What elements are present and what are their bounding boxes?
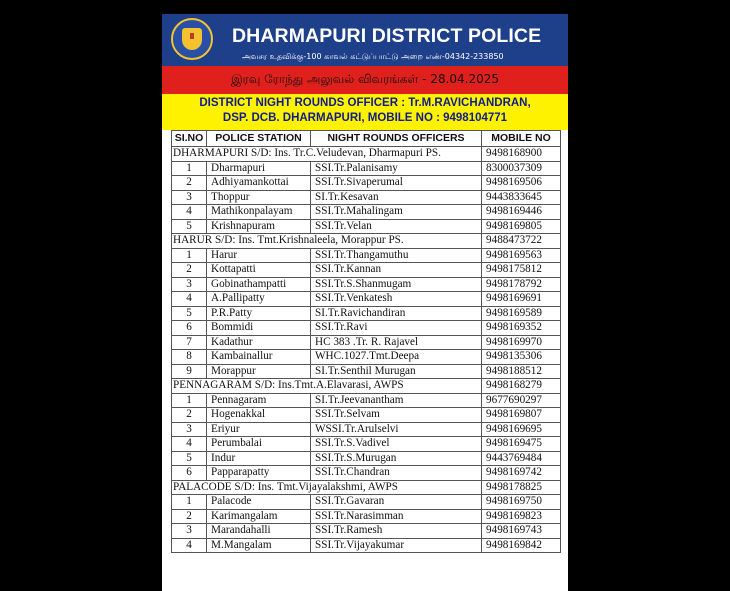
row-police-station: Morappur: [207, 364, 311, 379]
row-officer: SSI.Tr.Kannan: [311, 263, 482, 278]
table-row: [172, 364, 561, 379]
row-mobile: 9498169352: [482, 321, 561, 336]
section-row: [172, 147, 561, 162]
table-row: [172, 277, 561, 292]
row-police-station: Eriyur: [207, 422, 311, 437]
row-officer: SSI.Tr.S.Shanmugam: [311, 277, 482, 292]
row-mobile: 9498169805: [482, 219, 561, 234]
row-mobile: 9443769484: [482, 451, 561, 466]
row-mobile: 9498169475: [482, 437, 561, 452]
section-officer: DHARMAPURI S/D: Ins. Tr.C.Veludevan, Dharmapuri PS.: [172, 147, 482, 162]
row-police-station: P.R.Patty: [207, 306, 311, 321]
column-header-police-station: POLICE STATION: [207, 131, 311, 147]
report-date-banner: [162, 66, 568, 94]
row-police-station: Pennagaram: [207, 393, 311, 408]
table-row: [172, 292, 561, 307]
table-row: [172, 451, 561, 466]
row-police-station: Gobinathampatti: [207, 277, 311, 292]
row-mobile: 9498135306: [482, 350, 561, 365]
section-officer: PALACODE S/D: Ins. Tmt.Vijayalakshmi, AWPS: [172, 480, 482, 495]
row-sl-no: 2: [172, 263, 207, 278]
row-mobile: 9498169743: [482, 524, 561, 539]
row-mobile: 9498169695: [482, 422, 561, 437]
row-officer: SSI.Tr.Sivaperumal: [311, 176, 482, 191]
table-body: [172, 147, 561, 553]
row-mobile: 9498175812: [482, 263, 561, 278]
row-officer: SSI.Tr.Palanisamy: [311, 161, 482, 176]
table-row: [172, 176, 561, 191]
section-officer: PENNAGARAM S/D: Ins.Tmt.A.Elavarasi, AWPS: [172, 379, 482, 394]
header-banner: [162, 14, 568, 66]
row-officer: SI.Tr.Ravichandiran: [311, 306, 482, 321]
section-row: [172, 480, 561, 495]
row-police-station: Krishnapuram: [207, 219, 311, 234]
row-mobile: 8300037309: [482, 161, 561, 176]
row-sl-no: 5: [172, 451, 207, 466]
row-officer: SI.Tr.Kesavan: [311, 190, 482, 205]
row-sl-no: 4: [172, 437, 207, 452]
row-officer: SSI.Tr.Gavaran: [311, 495, 482, 510]
row-police-station: Perumbalai: [207, 437, 311, 452]
table-row: [172, 393, 561, 408]
row-mobile: 9498169563: [482, 248, 561, 263]
row-sl-no: 9: [172, 364, 207, 379]
row-officer: SSI.Tr.Selvam: [311, 408, 482, 423]
row-sl-no: 5: [172, 219, 207, 234]
row-sl-no: 1: [172, 495, 207, 510]
row-officer: SSI.Tr.Narasimman: [311, 509, 482, 524]
table-row: [172, 306, 561, 321]
table-row: [172, 321, 561, 336]
document-page: [162, 14, 568, 591]
row-officer: SSI.Tr.Venkatesh: [311, 292, 482, 307]
row-officer: HC 383 .Tr. R. Rajavel: [311, 335, 482, 350]
row-officer: SSI.Tr.Ravi: [311, 321, 482, 336]
row-police-station: Kadathur: [207, 335, 311, 350]
row-sl-no: 8: [172, 350, 207, 365]
row-sl-no: 7: [172, 335, 207, 350]
table-row: [172, 466, 561, 481]
row-officer: SSI.Tr.Chandran: [311, 466, 482, 481]
row-sl-no: 2: [172, 509, 207, 524]
row-police-station: Kambainallur: [207, 350, 311, 365]
row-police-station: M.Mangalam: [207, 538, 311, 553]
section-mobile: 9498168900: [482, 147, 561, 162]
table-row: [172, 538, 561, 553]
row-sl-no: 5: [172, 306, 207, 321]
report-date-text: இரவு ரோந்து அலுவல் விவரங்கள் - 28.04.2025: [230, 72, 500, 86]
section-officer: HARUR S/D: Ins. Tmt.Krishnaleela, Morappur PS.: [172, 234, 482, 249]
row-police-station: Bommidi: [207, 321, 311, 336]
row-mobile: 9498188512: [482, 364, 561, 379]
table-row: [172, 190, 561, 205]
row-police-station: Marandahalli: [207, 524, 311, 539]
row-sl-no: 4: [172, 205, 207, 220]
row-sl-no: 6: [172, 466, 207, 481]
police-emblem-logo: [171, 18, 213, 60]
table-row: [172, 263, 561, 278]
row-mobile: 9498178792: [482, 277, 561, 292]
row-officer: SI.Tr.Jeevanantham: [311, 393, 482, 408]
row-mobile: 9498169506: [482, 176, 561, 191]
row-mobile: 9443833645: [482, 190, 561, 205]
row-police-station: Palacode: [207, 495, 311, 510]
section-mobile: 9498178825: [482, 480, 561, 495]
row-officer: SSI.Tr.Mahalingam: [311, 205, 482, 220]
row-sl-no: 1: [172, 161, 207, 176]
section-row: [172, 234, 561, 249]
row-police-station: Mathikonpalayam: [207, 205, 311, 220]
page-title: DHARMAPURI DISTRICT POLICE: [232, 25, 542, 47]
row-officer: WSSI.Tr.Arulselvi: [311, 422, 482, 437]
row-sl-no: 4: [172, 538, 207, 553]
row-sl-no: 3: [172, 190, 207, 205]
row-police-station: Hogenakkal: [207, 408, 311, 423]
column-header-sl-no: SI.NO: [172, 131, 207, 147]
row-sl-no: 3: [172, 422, 207, 437]
row-mobile: 9498169807: [482, 408, 561, 423]
table-row: [172, 335, 561, 350]
table-row: [172, 437, 561, 452]
row-sl-no: 6: [172, 321, 207, 336]
section-mobile: 9488473722: [482, 234, 561, 249]
row-mobile: 9498169446: [482, 205, 561, 220]
row-officer: WHC.1027.Tmt.Deepa: [311, 350, 482, 365]
row-officer: SSI.Tr.Vijayakumar: [311, 538, 482, 553]
table-header-row: [172, 131, 561, 147]
row-officer: SSI.Tr.Thangamuthu: [311, 248, 482, 263]
night-rounds-table: [171, 130, 561, 553]
row-police-station: Dharmapuri: [207, 161, 311, 176]
row-officer: SSI.Tr.Ramesh: [311, 524, 482, 539]
row-police-station: Thoppur: [207, 190, 311, 205]
emergency-contact-line: அவசர உதவிக்கு-100 காவல் கட்டுப்பாட்டு அறை எண்-04342-233850: [242, 52, 504, 61]
row-police-station: Adhiyamankottai: [207, 176, 311, 191]
table-row: [172, 205, 561, 220]
row-mobile: 9498169691: [482, 292, 561, 307]
row-police-station: Indur: [207, 451, 311, 466]
row-sl-no: 3: [172, 277, 207, 292]
row-mobile: 9677690297: [482, 393, 561, 408]
row-mobile: 9498169842: [482, 538, 561, 553]
row-police-station: A.Pallipatty: [207, 292, 311, 307]
row-mobile: 9498169742: [482, 466, 561, 481]
district-officer-line-2: DSP. DCB. DHARMAPURI, MOBILE NO : 9498104771: [222, 112, 508, 124]
row-mobile: 9498169589: [482, 306, 561, 321]
row-mobile: 9498169750: [482, 495, 561, 510]
district-officer-banner: [162, 94, 568, 130]
table-row: [172, 248, 561, 263]
row-sl-no: 3: [172, 524, 207, 539]
table-row: [172, 161, 561, 176]
column-header-mobile: MOBILE NO: [482, 131, 561, 147]
row-sl-no: 2: [172, 176, 207, 191]
row-sl-no: 1: [172, 393, 207, 408]
district-officer-line-1: DISTRICT NIGHT ROUNDS OFFICER : Tr.M.RAVICHANDRAN,: [199, 97, 531, 109]
row-sl-no: 2: [172, 408, 207, 423]
table-row: [172, 219, 561, 234]
row-police-station: Papparapatty: [207, 466, 311, 481]
row-police-station: Harur: [207, 248, 311, 263]
section-mobile: 9498168279: [482, 379, 561, 394]
row-officer: SSI.Tr.Velan: [311, 219, 482, 234]
section-row: [172, 379, 561, 394]
table-row: [172, 408, 561, 423]
row-officer: SI.Tr.Senthil Murugan: [311, 364, 482, 379]
row-mobile: 9498169823: [482, 509, 561, 524]
table-row: [172, 524, 561, 539]
row-sl-no: 1: [172, 248, 207, 263]
table-row: [172, 495, 561, 510]
row-officer: SSI.Tr.S.Murugan: [311, 451, 482, 466]
row-mobile: 9498169970: [482, 335, 561, 350]
table-row: [172, 422, 561, 437]
table-row: [172, 509, 561, 524]
row-police-station: Karimangalam: [207, 509, 311, 524]
row-police-station: Kottapatti: [207, 263, 311, 278]
column-header-officers: NIGHT ROUNDS OFFICERS: [311, 131, 482, 147]
row-sl-no: 4: [172, 292, 207, 307]
row-officer: SSI.Tr.S.Vadivel: [311, 437, 482, 452]
table-row: [172, 350, 561, 365]
